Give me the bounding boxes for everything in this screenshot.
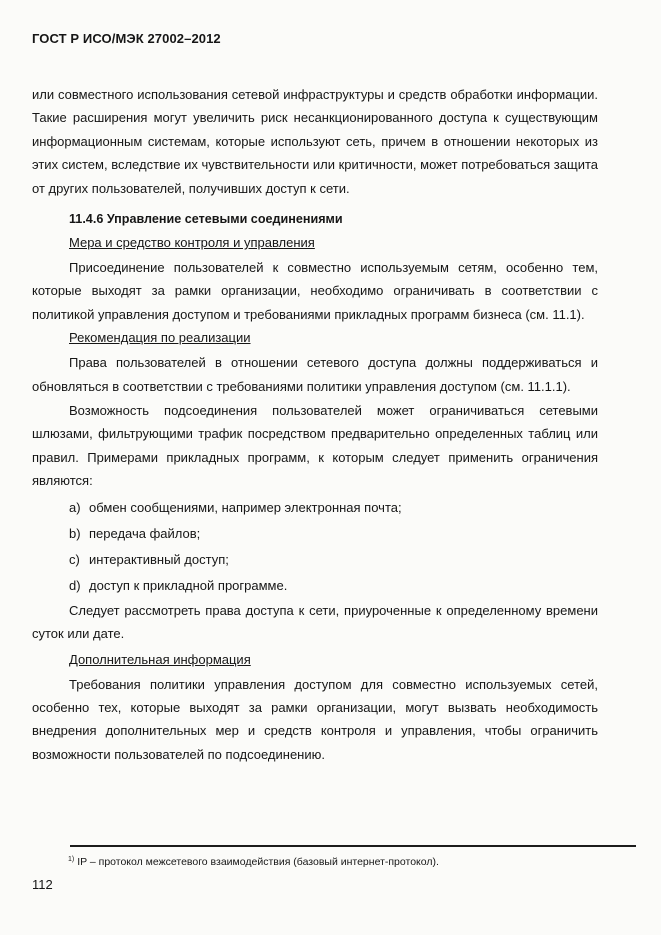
document-header: ГОСТ Р ИСО/МЭК 27002–2012 (32, 31, 221, 46)
control-text: Присоединение пользователей к совместно используемым сетям, особенно тем, которые выходят за рамки организации, необходимо ограничивать в соответствии с политикой управления доступом и требованиями прикладных программ бизнеса (см. 11.1). (32, 260, 598, 322)
page-number: 112 (32, 877, 53, 892)
footnote (68, 853, 439, 869)
list-marker: b) (69, 525, 81, 541)
other-text: Требования политики управления доступом для совместно используемых сетей, особенно тех, которые выходят за рамки организации, могут вызвать необходимость внедрения дополнительных мер и средств контроля и управления, чтобы ограничить возможности пользователей по подсоединению. (32, 676, 598, 762)
list-item (32, 573, 598, 599)
list-item (32, 547, 598, 573)
list-item (32, 521, 598, 547)
intro-paragraph: или совместного использования сетевой инфраструктуры и средств обработки информации. Такие расширения могут увеличить риск несанкционированного доступа к существующим информационным системам, которые используют сеть, причем в отношении некоторых из этих систем, вследствие их чувствительности или критичности, может потребоваться защита от других пользователей, получивших доступ к сети. (32, 87, 598, 196)
page-body (32, 83, 598, 766)
list-item (32, 495, 598, 521)
footnote-marker: 1) (68, 856, 75, 863)
footnote-divider (70, 845, 636, 847)
guidance-text-2: Возможность подсоединения пользователей может ограничиваться сетевыми шлюзами, фильтрующими трафик посредством предварительно определенных таблиц или правил. Примерами прикладных программ, к которым следует применить ограничения являются: (32, 403, 598, 489)
other-heading: Дополнительная информация (69, 651, 251, 667)
guidance-heading: Рекомендация по реализации (69, 330, 251, 346)
list-marker: a) (69, 499, 81, 515)
list-marker: d) (69, 577, 81, 593)
list-marker: c) (69, 551, 80, 567)
section-title: 11.4.6 Управление сетевыми соединениями (69, 212, 343, 227)
list-item-text: интерактивный доступ; (89, 551, 229, 567)
guidance-text-3: Следует рассмотреть права доступа к сети, приуроченные к определенному времени суток или дате. (32, 602, 598, 642)
control-heading: Мера и средство контроля и управления (69, 235, 315, 251)
guidance-text-1: Права пользователей в отношении сетевого доступа должны поддерживаться и обновляться в соответствии с требованиями политики управления доступом (см. 11.1.1). (32, 355, 598, 394)
list-item-text: обмен сообщениями, например электронная почта; (89, 499, 402, 515)
restriction-list (32, 495, 598, 599)
footnote-text: IP – протокол межсетевого взаимодействия (базовый интернет-протокол). (77, 856, 439, 868)
list-item-text: передача файлов; (89, 525, 201, 541)
list-item-text: доступ к прикладной программе. (89, 577, 288, 593)
